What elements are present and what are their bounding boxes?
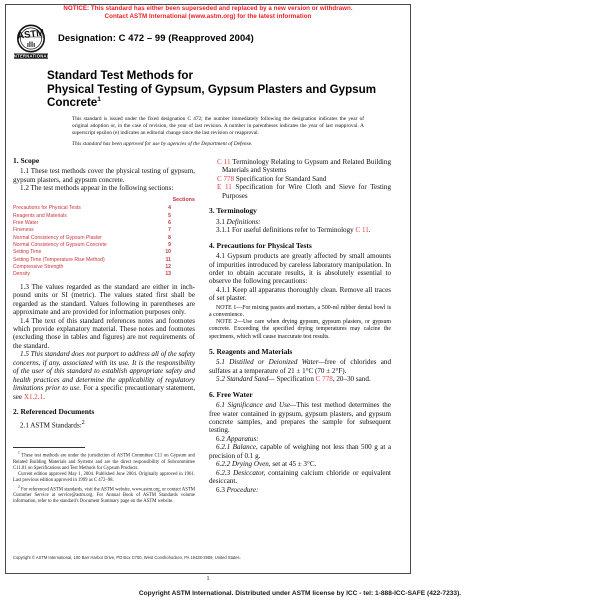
section-number: 11 [165, 256, 171, 263]
heading-precautions: 4. Precautions for Physical Tests [209, 240, 312, 250]
section-number: 8 [168, 234, 171, 241]
para-6-2-3-text: containing calcium chloride or equivalent desiccant. [209, 468, 391, 486]
footnote-current-edition: Current edition approved May 1, 2004. Published June 2004. Originally approved in 1961. Last previous edition approved in 1999 as C 472–98. [13, 471, 195, 483]
sections-list-item [13, 271, 195, 278]
para-6-2-2-text: set at 45 ± 3°C. [270, 460, 317, 469]
sections-list-item [13, 205, 195, 212]
para-6-2-1 [209, 443, 391, 460]
para-6-3 [209, 486, 391, 494]
para-6-2-italic: Apparatus: [226, 434, 259, 443]
issue-note: This standard is issued under the fixed designation C 472; the number immediately following the designation indicates the year of original adoption or, in the case of revision, the year of last revision. A number in parentheses indicates the year of last reapproval. A superscript epsilon (e) indicates an editorial change since the last revision or reapproval. [72, 116, 364, 136]
para-3-1-1-period: . [368, 226, 371, 235]
para-2-1 [13, 419, 195, 430]
sections-list-item [13, 235, 195, 242]
document-title [47, 69, 377, 110]
notice-line-1: NOTICE: This standard has either been superseded and replaced by a new version or withdrawn. [63, 5, 353, 12]
para-6-2-2 [209, 460, 391, 468]
page-number: 1 [206, 576, 210, 582]
svg-text:INTERNATIONAL: INTERNATIONAL [12, 53, 50, 59]
license-notice: Copyright ASTM International. Distributed under ASTM license by ICC - tel: 1-888-ICC-SAFE (422-7233). [138, 590, 462, 597]
para-5-2-italic: 5.2 Standard Sand— [216, 375, 275, 384]
link-c778[interactable]: C 778 [315, 375, 333, 384]
para-3-1 [209, 218, 391, 226]
para-3-1-prefix: 3.1 [216, 217, 227, 226]
section-name: Compressive Strength [13, 264, 64, 271]
title-line-3-text: Concrete [47, 96, 98, 110]
para-4-1-1: 4.1.1 Keep all apparatus thoroughly clean. Remove all traces of set plaster. [209, 285, 391, 303]
sections-list-item [13, 242, 195, 249]
sections-list-item [13, 227, 195, 234]
section-number: 6 [168, 219, 171, 226]
para-6-2-1-text: capable of weighing not less than 500 g at a precision of 0.1 g. [209, 443, 391, 460]
heading-scope: 1. Scope [13, 156, 40, 165]
note-2-text: Use care when drying gypsum, gypsum plasters, or gypsum concrete. Exceeding the specified drying temperatures may calcine the specimens, which will cause inaccurate test results. [209, 319, 391, 340]
para-3-1-italic: Definitions: [226, 217, 261, 226]
para-6-1 [209, 401, 391, 435]
para-2-1-text: 2.1 ASTM Standards: [20, 420, 82, 429]
heading-free-water: 6. Free Water [209, 389, 253, 399]
sections-list-item [13, 220, 195, 227]
para-1-3: 1.3 The values regarded as the standard are either in inch-pound units or SI (metric). The values stated first shall be regarded as the standard. Values following in parentheses are approximate and are provided for information purposes only. [13, 282, 195, 317]
section-name: Fineness [13, 227, 34, 234]
heading-reagents: 5. Reagents and Materials [209, 346, 293, 356]
astm-logo-icon [12, 24, 54, 60]
para-6-1-italic: 6.1 Significance and Use— [216, 401, 297, 410]
svg-text:ıllı: ıllı [26, 40, 36, 49]
note-1 [209, 305, 391, 319]
note-2-label: NOTE 2— [216, 319, 243, 326]
para-6-2-3-italic: 6.2.3 Desiccator, [216, 468, 266, 477]
footnote-2 [13, 484, 195, 506]
svg-text:ASTM: ASTM [16, 27, 45, 42]
para-5-2-text-b: , 20–30 sand. [332, 375, 371, 384]
title-line-2: Physical Testing of Gypsum, Gypsum Plasters and Gypsum [47, 82, 377, 96]
designation: Designation: C 472 – 99 (Reapproved 2004) [58, 32, 254, 43]
referenced-standard-item [209, 158, 391, 175]
sections-list-item [13, 264, 195, 271]
section-number: 4 [168, 205, 171, 212]
para-3-1-1 [209, 226, 391, 234]
para-1-5-italic: 1.5 This standard does not purport to address all of the safety concerns, if any, associated with its use. It is the responsibility of the user of this standard to establish appropriate safety and health practices and determine the applicability of regulatory limitations prior to use. [13, 350, 195, 393]
standard-title: Specification for Standard Sand [234, 174, 327, 183]
notice-line-2: Contact ASTM International (www.astm.org) for the latest information [104, 13, 312, 20]
para-6-3-prefix: 6.3 [216, 485, 227, 494]
footnote-1-text: These test methods are under the jurisdiction of ASTM Committee C11 on Gypsum and Related Building Materials and Systems and are the direct responsibility of Subcommittee C11.01 on Specifications and Test Methods for Gypsum Products. [13, 453, 195, 471]
section-name: Normal Consistency of Gypsum Concrete [13, 241, 107, 248]
standard-id-link[interactable]: E 11 [217, 183, 232, 192]
footnote-2-marker: 2 [18, 484, 20, 489]
standard-title: Specification for Wire Cloth and Sieve for Testing Purposes [222, 183, 392, 200]
link-c11[interactable]: C 11 [355, 226, 369, 235]
para-5-1-italic: 5.1 Distilled or Deionized Water— [216, 358, 325, 367]
para-1-5-tail: For a specific precautionary statement, see [13, 384, 195, 401]
note-1-label: NOTE 1— [216, 304, 243, 311]
right-column [209, 157, 391, 494]
sections-column-header: Sections [172, 196, 195, 203]
para-6-2-1-italic: 6.2.1 Balance, [216, 443, 258, 452]
section-name: Setting Time [13, 249, 42, 256]
footnote-2-text: For referenced ASTM standards, visit the ASTM website, www.astm.org, or contact ASTM Customer Service at service@astm.org. For Annual Book of ASTM Standards volume information, refer to the standard's Document Summary page on the ASTM website. [13, 487, 196, 505]
section-number: 5 [168, 212, 171, 219]
section-name: Reagents and Materials [13, 212, 67, 219]
para-1-4: 1.4 The text of this standard references notes and footnotes which provide explanatory material. These notes and footnotes (excluding those in tables and figures) are not requirements of the standard. [13, 316, 195, 350]
footnote-1-marker: 1 [18, 451, 20, 455]
section-number: 13 [165, 271, 171, 278]
para-1-5: 1.5 This standard does not purport to address all of the safety concerns, if any, associated with its use. It is the responsibility of the user of this standard to establish appropriate safety and health practices and determine the applicability of regulatory limitations prior to use. For a specific precautionary statement, see X1.2.1. [13, 350, 195, 401]
referenced-standards-list [209, 158, 391, 200]
standard-id-link[interactable]: C 11 [217, 158, 231, 166]
referenced-standard-item [209, 175, 391, 183]
section-name: Precautions for Physical Tests [13, 205, 81, 212]
withdrawal-notice [6, 5, 410, 21]
para-5-1 [209, 358, 391, 375]
footnote-block [13, 450, 195, 506]
para-1-2: 1.2 The test methods appear in the following sections: [20, 184, 174, 193]
section-number: 10 [165, 249, 171, 256]
link-x1-2-1[interactable]: X1.2.1 [23, 392, 44, 401]
para-2-1-footnote-marker: 2 [81, 419, 85, 426]
referenced-standard-item [209, 183, 391, 200]
section-number: 12 [165, 264, 171, 271]
para-6-3-italic: Procedure: [226, 485, 259, 494]
left-column [13, 157, 195, 429]
copyright-notice: Copyright © ASTM International, 100 Barr Harbor Drive, PO Box C700, West Conshohocken, PA 19428-2959, United States. [13, 555, 241, 560]
heading-referenced-documents: 2. Referenced Documents [13, 407, 95, 417]
title-line-3 [47, 96, 377, 110]
standard-id-link[interactable]: C 778 [217, 174, 235, 183]
heading-terminology: 3. Terminology [209, 206, 257, 216]
footnote-1 [13, 450, 195, 472]
standard-title: Terminology Relating to Gypsum and Related Building Materials and Systems [222, 158, 391, 175]
section-name: Density [13, 271, 30, 278]
para-6-2-3 [209, 469, 391, 486]
section-name: Free Water [13, 219, 39, 226]
dod-approval-note: This standard has been approved for use by agencies of the Department of Defense. [72, 141, 253, 147]
para-5-1-text: free of chlorides and sulfates at a temperature of 21 ± 1°C (70 ± 2°F). [209, 358, 391, 375]
sections-list-item [13, 257, 195, 264]
para-3-1-1-text: 3.1.1 For useful definitions refer to Terminology [216, 226, 356, 235]
para-6-2-2-italic: 6.2.2 Drying Oven, [216, 460, 271, 469]
para-6-2 [209, 435, 391, 443]
section-number: 7 [168, 227, 171, 234]
para-6-2-prefix: 6.2 [216, 434, 227, 443]
note-1-text: For mixing pastes and mortars, a 500-ml rubber dental bowl is a convenience. [209, 304, 391, 318]
sections-list [13, 205, 195, 278]
footnote-rule [13, 447, 85, 448]
para-6-1-text: This test method determines the free water contained in gypsum, gypsum plasters, and gypsum concrete samples, and prepares the sample for subsequent testing. [209, 401, 391, 435]
section-number: 9 [168, 241, 171, 248]
section-name: Setting Time (Temperature Rise Method) [13, 256, 105, 263]
sections-list-item [13, 213, 195, 220]
section-name: Normal Consistency of Gypsum Plaster [13, 234, 102, 241]
para-5-2 [209, 375, 391, 383]
title-line-1: Standard Test Methods for [47, 69, 194, 82]
title-footnote-marker: 1 [97, 96, 101, 104]
para-5-2-text-a: Specification [274, 375, 316, 384]
astm-logo [12, 24, 54, 60]
sections-list-item [13, 249, 195, 256]
para-4-1: 4.1 Gypsum products are greatly affected by small amounts of impurities introduced by careless laboratory manipulation. In order to obtain accurate results, it is absolutely essential to observe the following precautions: [209, 252, 391, 286]
para-1-1: 1.1 These test methods cover the physical testing of gypsum, gypsum plasters, and gypsum concrete. [13, 167, 195, 184]
note-2 [209, 319, 391, 341]
